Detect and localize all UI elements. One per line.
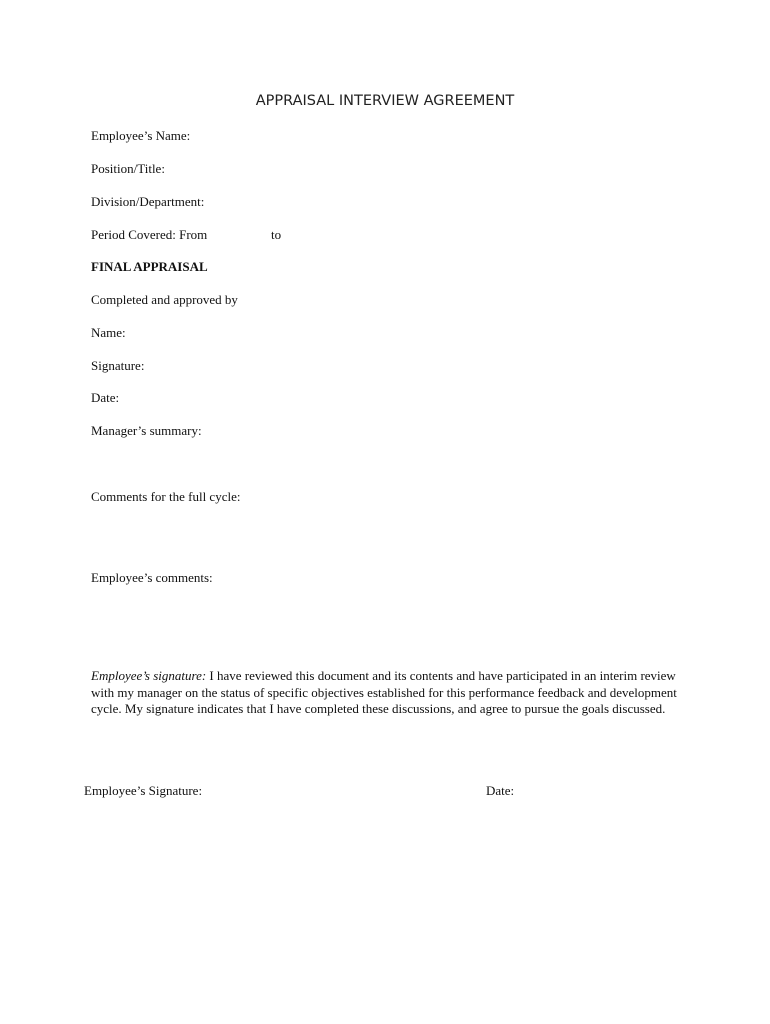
employee-signature-label: Employee’s Signature: [84, 783, 203, 798]
footer-date-label: Date: [486, 783, 515, 798]
division-department-label: Division/Department: [91, 194, 205, 209]
completed-approved-by-label: Completed and approved by [91, 292, 238, 307]
position-title-label: Position/Title: [91, 161, 165, 176]
acknowledgement-body: I have reviewed this document and its contents and have participated in an interim review with my manager on the status of specific objectives established for this performance feedback and development cycle. My signature indicates that I have completed these discussions, and agree to pursue the goals discussed. [91, 668, 677, 717]
final-appraisal-heading: FINAL APPRAISAL [91, 259, 208, 274]
employee-comments-label: Employee’s comments: [91, 570, 213, 585]
document-title: APPRAISAL INTERVIEW AGREEMENT [255, 93, 515, 109]
managers-summary-label: Manager’s summary: [91, 423, 202, 438]
period-covered-to-label: to [271, 227, 282, 242]
period-covered-from-label: Period Covered: From [91, 227, 208, 242]
employee-name-label: Employee’s Name: [91, 128, 191, 143]
comments-full-cycle-label: Comments for the full cycle: [91, 489, 241, 504]
acknowledgement-lead: Employee’s signature: [91, 668, 207, 683]
date-label: Date: [91, 390, 120, 405]
acknowledgement-statement [91, 668, 681, 718]
signature-label: Signature: [91, 358, 145, 373]
name-label: Name: [91, 325, 126, 340]
